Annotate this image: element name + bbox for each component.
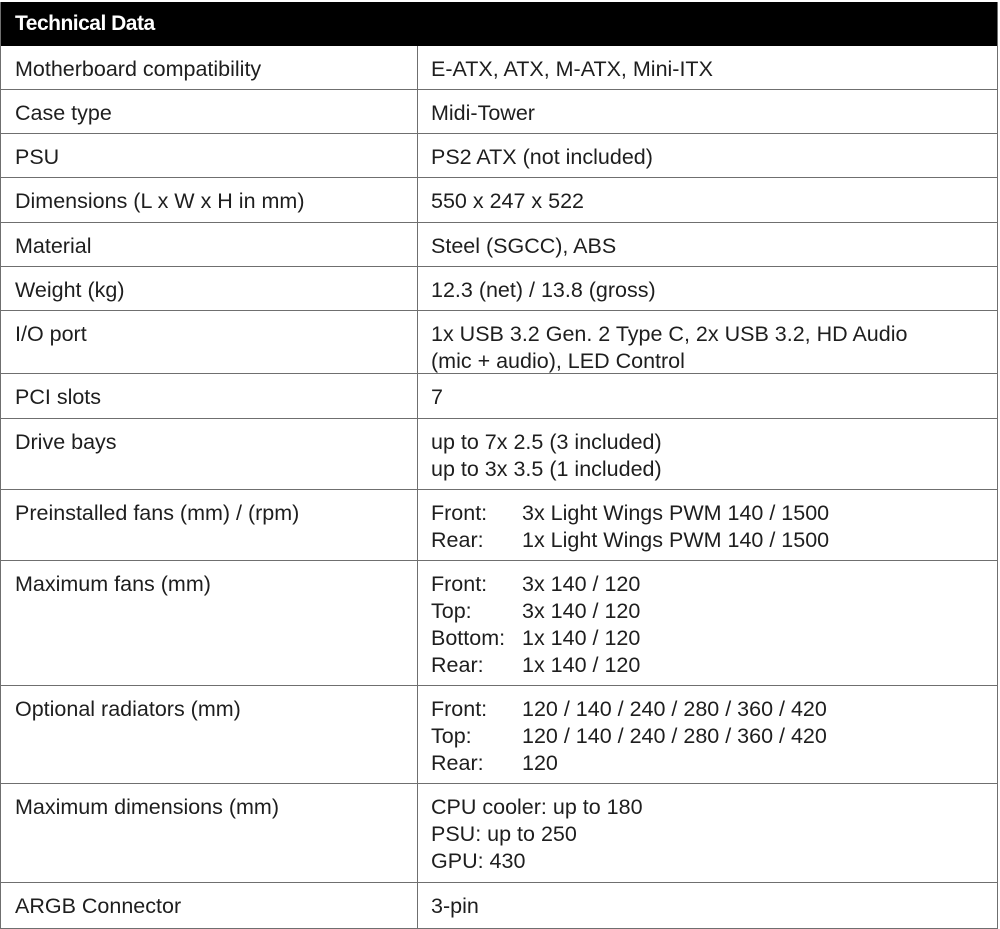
pair-key: Front:: [431, 572, 488, 596]
row-value: 550 x 247 x 522: [431, 189, 585, 213]
row-label: Preinstalled fans (mm) / (rpm): [1, 490, 418, 560]
row-label: Maximum fans (mm): [1, 561, 418, 685]
value-line: GPU: 430: [431, 849, 526, 873]
value-pair: [431, 527, 997, 554]
table-row: [1, 177, 997, 222]
pair-key: Rear:: [431, 653, 484, 677]
value-line: up to 7x 2.5 (3 included): [431, 430, 662, 454]
table-row: [1, 373, 997, 418]
row-label: ARGB Connector: [1, 883, 418, 928]
row-label: Material: [1, 223, 418, 266]
table-row: [1, 685, 997, 783]
pair-value: 3x Light Wings PWM 140 / 1500: [522, 501, 830, 525]
table-row: [1, 89, 997, 133]
pair-value: 3x 140 / 120: [522, 599, 641, 623]
value-pair: [431, 723, 997, 750]
value-pair: [431, 696, 997, 723]
table-row: [1, 222, 997, 266]
row-value: Steel (SGCC), ABS: [431, 234, 617, 258]
table-row: [1, 266, 997, 310]
row-value: 12.3 (net) / 13.8 (gross): [431, 278, 656, 302]
pair-value: 120: [522, 751, 558, 775]
row-value: 3-pin: [431, 894, 479, 918]
pair-value: 1x Light Wings PWM 140 / 1500: [522, 528, 830, 552]
table-row: [1, 310, 997, 373]
value-pair: [431, 652, 997, 679]
row-label: PSU: [1, 134, 418, 177]
pair-value: 1x 140 / 120: [522, 626, 641, 650]
value-pair: [431, 500, 997, 527]
pair-key: Front:: [431, 501, 488, 525]
table-title: Technical Data: [1, 2, 997, 46]
row-value: [418, 784, 997, 882]
row-value: Midi-Tower: [431, 101, 535, 125]
value-pair: [431, 598, 997, 625]
value-line: up to 3x 3.5 (1 included): [431, 457, 662, 481]
row-label: Motherboard compatibility: [1, 46, 418, 89]
value-line: PSU: up to 250: [431, 822, 577, 846]
row-label: Case type: [1, 90, 418, 133]
row-value: [418, 419, 997, 489]
row-label: Dimensions (L x W x H in mm): [1, 178, 418, 222]
row-value: [418, 561, 997, 685]
pair-value: 1x 140 / 120: [522, 653, 641, 677]
value-pair: [431, 625, 997, 652]
pair-key: Rear:: [431, 751, 484, 775]
row-label: Maximum dimensions (mm): [1, 784, 418, 882]
row-label: PCI slots: [1, 374, 418, 418]
pair-value: 120 / 140 / 240 / 280 / 360 / 420: [522, 697, 827, 721]
table-row: [1, 783, 997, 882]
pair-key: Top:: [431, 724, 472, 748]
pair-key: Rear:: [431, 528, 484, 552]
pair-key: Bottom:: [431, 626, 506, 650]
table-row: [1, 489, 997, 560]
row-label: I/O port: [1, 311, 418, 373]
row-value: PS2 ATX (not included): [431, 145, 653, 169]
pair-value: 3x 140 / 120: [522, 572, 641, 596]
table-body: [1, 46, 997, 928]
value-line: CPU cooler: up to 180: [431, 795, 643, 819]
row-value: 7: [431, 385, 443, 409]
row-value: [418, 311, 997, 373]
table-row: [1, 133, 997, 177]
value-line: 1x USB 3.2 Gen. 2 Type C, 2x USB 3.2, HD Audio: [431, 322, 908, 346]
pair-key: Top:: [431, 599, 472, 623]
row-value: [418, 490, 997, 560]
value-pair: [431, 750, 997, 777]
row-label: Weight (kg): [1, 267, 418, 310]
pair-value: 120 / 140 / 240 / 280 / 360 / 420: [522, 724, 827, 748]
technical-data-table: [0, 2, 998, 929]
row-label: Drive bays: [1, 419, 418, 489]
value-line: (mic + audio), LED Control: [431, 349, 685, 373]
table-row: [1, 46, 997, 89]
table-row: [1, 882, 997, 928]
row-value: [418, 686, 997, 783]
value-pair: [431, 571, 997, 598]
row-label: Optional radiators (mm): [1, 686, 418, 783]
pair-key: Front:: [431, 697, 488, 721]
table-row: [1, 560, 997, 685]
table-row: [1, 418, 997, 489]
row-value: E-ATX, ATX, M-ATX, Mini-ITX: [431, 57, 713, 81]
